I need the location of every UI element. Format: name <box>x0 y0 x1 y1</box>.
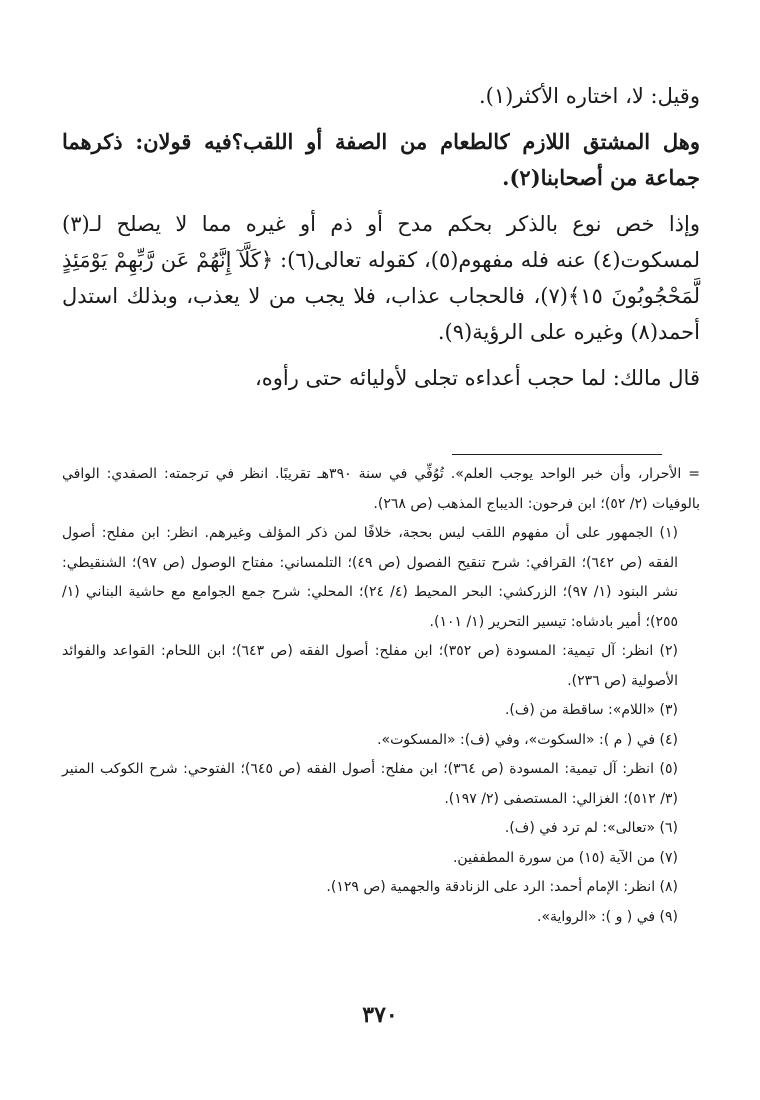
footnote-continuation: = الأحرار، وأن خبر الواحد يوجب العلم». تُوُفِّي في سنة ٣٩٠هـ تقريبًا. انظر في ترجمته: الصفدي: الوافي بالوفيات (٢/ ٥٢)؛ ابن فرحون: الديباج المذهب (ص ٢٦٨). <box>62 466 700 512</box>
footnote-8: (٨) انظر: الإمام أحمد: الرد على الزنادقة والجهمية (ص ١٢٩). <box>326 879 678 895</box>
paragraph-1: وقيل: لا، اختاره الأكثر(١). <box>478 84 700 108</box>
footnote-5: (٥) انظر: آل تيمية: المسودة (ص ٣٦٤)؛ ابن مفلح: أصول الفقه (ص ٦٤٥)؛ الفتوحي: شرح الكوكب المنير (٣/ ٥١٢)؛ الغزالي: المستصفى (٢/ ١٩٧). <box>62 761 679 807</box>
paragraph-3: وإذا خص نوع بالذكر بحكم مدح أو ذم أو غيره مما لا يصلح لـ(٣) لمسكوت(٤) عنه فله مفهوم(٥)، كقوله تعالى(٦): ﴿كَلَّآ إِنَّهُمْ عَن رَّبِّهِمْ يَوْمَئِذٍ لَّمَحْجُوبُونَ ١٥﴾(٧)، فالحجاب عذاب، فلا يجب من لا يعذب، وبذلك استدل أحمد(٨) وغيره على الرؤية(٩). <box>62 212 700 344</box>
footnote-9: (٩) في ( و ): «الرواية». <box>537 908 678 925</box>
footnote-6: (٦) «تعالى»: لم ترد في (ف). <box>504 820 678 836</box>
footnote-7: (٧) من الآية (١٥) من سورة المطففين. <box>452 849 678 866</box>
footnotes <box>62 460 700 932</box>
main-text <box>62 78 700 406</box>
paragraph-2: وهل المشتق اللازم كالطعام من الصفة أو اللقب؟فيه قولان: ذكرهما جماعة من أصحابنا(٢). <box>62 129 700 190</box>
page-number: ٣٧٠ <box>362 1002 398 1028</box>
footnote-3: (٣) «اللام»: ساقطة من (ف). <box>504 702 678 718</box>
footnote-1: (١) الجمهور على أن مفهوم اللقب ليس بحجة، خلافًا لمن ذكر المؤلف وغيرهم. انظر: ابن مفلح: أصول الفقه (ص ٦٤٢)؛ القرافي: شرح تنقيح الفصول (ص ٤٩)؛ التلمساني: مفتاح الوصول (ص ٩٧)؛ الشنقيطي: نشر البنود (١/ ٩٧)؛ الزركشي: البحر المحيط (٤/ ٢٤)؛ المحلي: شرح جمع الجوامع مع حاشية البناني (١/ ٢٥٥)؛ أمير بادشاه: تيسير التحرير (١/ ١٠١). <box>62 525 679 630</box>
footnote-separator <box>452 454 662 455</box>
paragraph-4: قال مالك: لما حجب أعداءه تجلى لأوليائه حتى رأوه، <box>254 366 700 390</box>
footnote-4: (٤) في ( م ): «السكوت»، وفي (ف): «المسكوت». <box>377 731 678 748</box>
footnote-2: (٢) انظر: آل تيمية: المسودة (ص ٣٥٢)؛ ابن مفلح: أصول الفقه (ص ٦٤٣)؛ ابن اللحام: القواعد والفوائد الأصولية (ص ٢٣٦). <box>62 643 679 689</box>
